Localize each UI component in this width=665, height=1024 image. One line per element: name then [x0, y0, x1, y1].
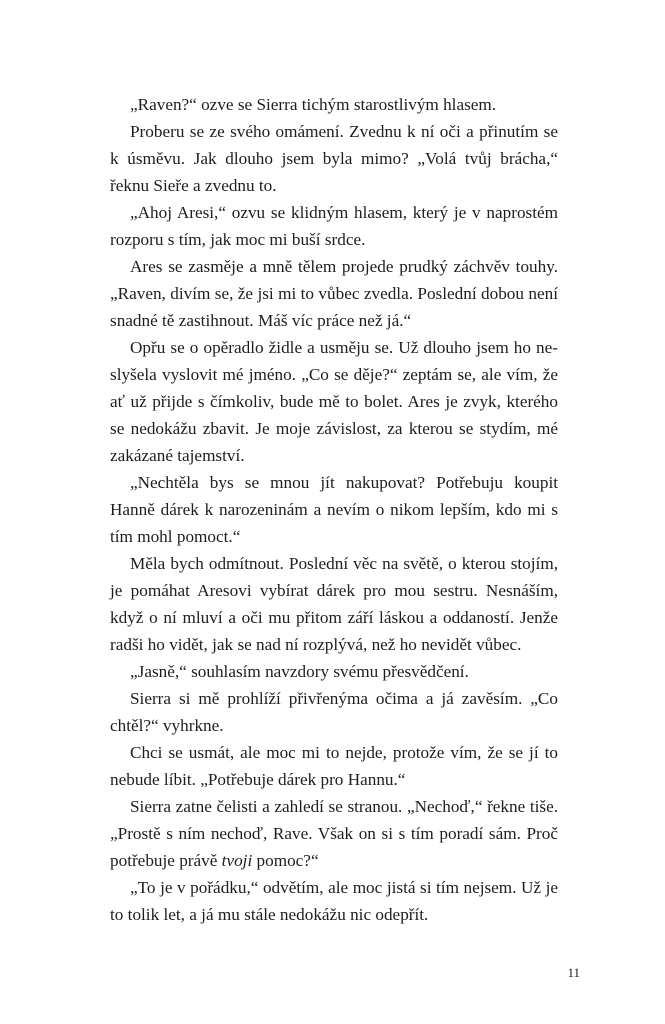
- paragraph: [110, 469, 558, 550]
- paragraph-text: Sierra si mě prohlíží přivřenýma očima a já zavěsím. „Co chtěl?“ vyhrkne.: [110, 689, 558, 735]
- paragraph-text: „Ahoj Aresi,“ ozvu se klidným hlasem, který je v naprostém rozporu s tím, jak moc mi buší srdce.: [110, 203, 558, 249]
- paragraph-text: „To je v pořádku,“ odvětím, ale moc jistá si tím nejsem. Už je to tolik let, a já mu stále nedokážu nic odepřít.: [110, 878, 558, 924]
- paragraph-text: „Raven?“ ozve se Sierra tichým starostlivým hlasem.: [130, 95, 497, 114]
- paragraph: [110, 739, 558, 793]
- paragraph: [110, 793, 558, 874]
- page-number: 11: [567, 965, 580, 980]
- paragraph: [110, 658, 558, 685]
- paragraph: [110, 91, 558, 118]
- paragraph-text: Měla bych odmítnout. Poslední věc na světě, o kterou stojím, je pomáhat Aresovi vybírat dárek pro mou sestru. Nesnáším, když o ní mluví a oči mu přitom září láskou a oddaností. Jenže radši ho vidět, jak se nad ní rozplývá, než ho nevidět vůbec.: [110, 554, 558, 654]
- paragraph-text: Chci se usmát, ale moc mi to nejde, protože vím, že se jí to nebude líbit. „Potřebuje dárek pro Hannu.“: [110, 743, 558, 789]
- paragraph-text: „Jasně,“ souhlasím navzdory svému přesvědčení.: [130, 662, 469, 681]
- paragraph-text: pomoc?“: [252, 851, 319, 870]
- paragraph-text: Opřu se o opěradlo židle a usměju se. Už dlouho jsem ho neslyšela vyslovit mé jméno. „Co se děje?“ zeptám se, ale vím, že ať už přijde s čímkoliv, bude mě to bolet. Ares je zvyk, kterého se nedokážu zbavit. Je moje závislost, za kterou se stydím, mé zakázané tajemství.: [110, 338, 558, 465]
- paragraph: [110, 253, 558, 334]
- paragraph-text: Proberu se ze svého omámení. Zvednu k ní oči a přinutím se k úsměvu. Jak dlouho jsem byla mimo? „Volá tvůj brácha,“ řeknu Sieře a zvednu to.: [110, 122, 558, 195]
- paragraph: [110, 199, 558, 253]
- paragraph-text: Sierra zatne čelisti a zahledí se stranou. „Nechoď,“ řekne tiše. „Prostě s ním nechoď, Rave. Však on si s tím poradí sám. Proč potřebuje právě: [110, 797, 558, 870]
- paragraph: [110, 685, 558, 739]
- paragraph-text: „Nechtěla bys se mnou jít nakupovat? Potřebuju koupit Hanně dárek k narozeninám a nevím o nikom lepším, kdo mi s tím mohl pomoct.“: [110, 473, 558, 546]
- paragraph: [110, 334, 558, 469]
- emphasis-text: tvoji: [221, 851, 253, 870]
- body-text: [110, 91, 558, 928]
- paragraph: [110, 874, 558, 928]
- paragraph: [110, 118, 558, 199]
- paragraph: [110, 550, 558, 658]
- paragraph-text: Ares se zasměje a mně tělem projede prudký záchvěv touhy. „Raven, divím se, že jsi mi to vůbec zvedla. Poslední dobou není snadné tě zastihnout. Máš víc práce než já.“: [110, 257, 558, 330]
